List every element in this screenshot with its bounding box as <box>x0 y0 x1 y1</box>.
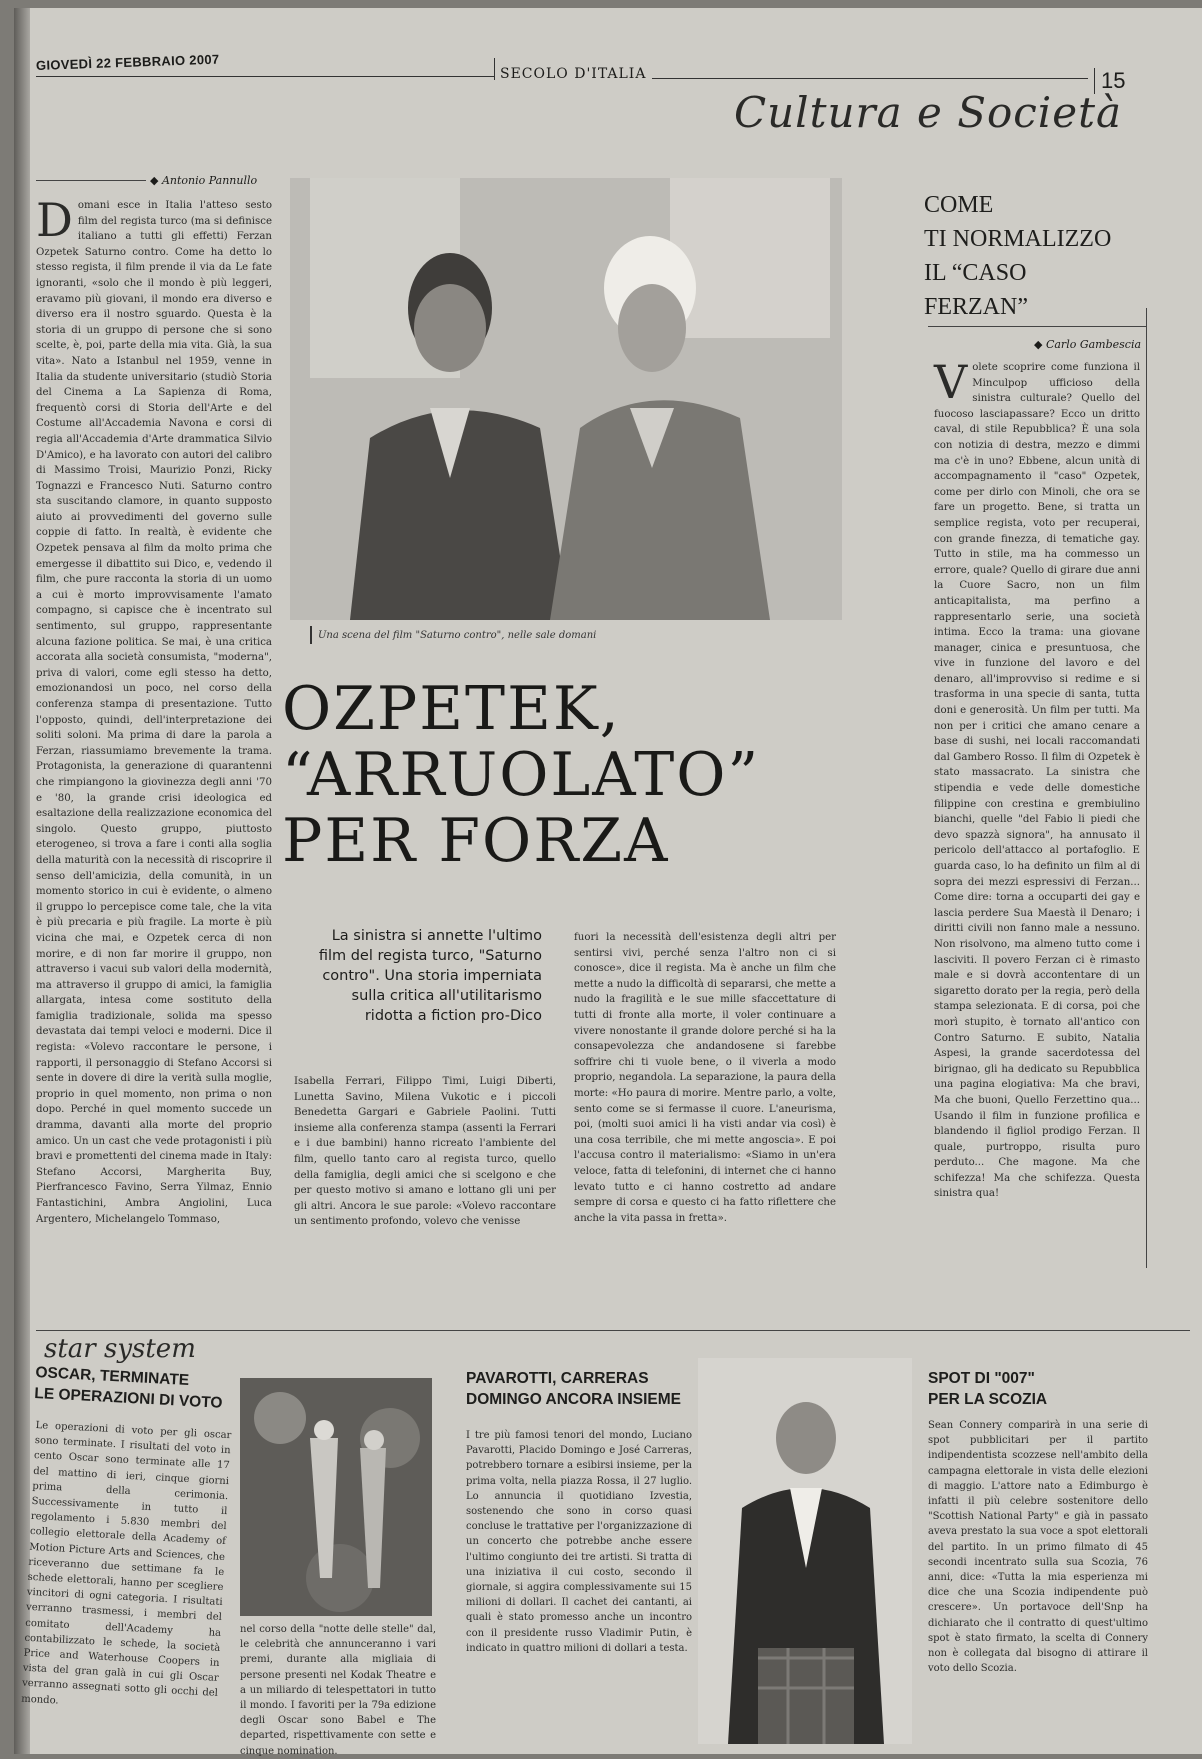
side-byline: ◆ Carlo Gambescia <box>1034 338 1142 351</box>
main-article-col3 <box>574 930 836 1276</box>
spot-title-line-2: PER LA SCOZIA <box>928 1391 1048 1408</box>
side-title-line-3: IL “CASO <box>924 260 1027 286</box>
spot-title <box>928 1368 1148 1410</box>
side-article-title <box>924 188 1144 324</box>
main-subhead: La sinistra si annette l'ultimo film del regista turco, "Saturno contro". Una storia imperniata sulla critica all'utilitarismo ridotta a fiction pro-Dico <box>318 928 542 1024</box>
page-spine-shadow <box>14 8 30 1754</box>
oscar-title-line-2: LE OPERAZIONI DI VOTO <box>33 1384 223 1412</box>
section-title: Cultura e Società <box>734 88 1123 137</box>
main-article-col2-text: Isabella Ferrari, Filippo Timi, Luigi Diberti, Lunetta Savino, Milena Vukotic e i piccoli Benedetta Gargari e Gabriele Paolini. Tutti insieme alla conferenza stampa (assenti la Ferrari e i due bambini) hanno ricreato l'ambiente del film, quello tanto caro al regista turco, quello della famiglia, degli amici che si scelgono e che per questo motivo si amano e lottano gli uni per gli altri. Ancora le sue parole: «Volevo raccontare un sentimento profondo, volevo che venisse <box>294 1076 556 1228</box>
film-still-illustration <box>290 178 842 620</box>
side-column-rule <box>1146 308 1147 1268</box>
masthead-rule-left <box>36 76 494 77</box>
oscar-article-text: Le operazioni di voto per gli oscar sono terminate. I risultati del voto in cento Oscar sono terminate alle 17 del mattino di ieri, cinque giorni prima della cerimonia. Successivamente in tutto il regolamento i 5.830 membri del collegio elettorale della Academy of Motion Picture Arts and Sciences, che riceveranno due settimane fa le schede elettorali, hanno per scegliere vincitori di ogni categoria. I risultati verranno trasmessi, i membri del comitato dell'Academy ha contabilizzato le schede, la società Price and Waterhouse Coopers in vista del gran galà in cui gli Oscar verranno assegnati sotto gli occhi del mondo. <box>20 1419 232 1707</box>
oscar-statues-illustration <box>240 1378 432 1616</box>
star-system-label: star system <box>38 1334 202 1364</box>
spot-title-line-1: SPOT DI "007" <box>928 1370 1035 1387</box>
masthead-divider <box>494 58 495 80</box>
masthead-title: SECOLO D'ITALIA <box>500 66 647 82</box>
headline-line-1: OZPETEK, <box>282 674 621 744</box>
star-system-rule <box>36 1330 1190 1331</box>
side-drop-cap: V <box>934 355 968 409</box>
page-number: 15 <box>1094 68 1125 94</box>
main-headline <box>282 676 782 874</box>
pavarotti-title-line-2: DOMINGO ANCORA INSIEME <box>466 1391 681 1408</box>
pavarotti-title <box>466 1368 696 1410</box>
spot-article-body <box>928 1418 1148 1744</box>
side-title-line-4: FERZAN” <box>924 294 1028 320</box>
main-article-col1 <box>36 193 272 1298</box>
film-still-photo <box>290 178 842 620</box>
newspaper-page <box>14 8 1202 1757</box>
main-byline: ◆ Antonio Pannullo <box>150 174 258 187</box>
side-article-body <box>934 355 1140 1266</box>
masthead-rule-right <box>652 78 1088 79</box>
oscar-title-line-1: OSCAR, TERMINATE <box>35 1363 190 1390</box>
spot-article-text: Sean Connery comparirà in una serie di spot pubblicitari per il partito indipendentista scozzese nell'ambito della campagna elettorale in vista delle elezioni di maggio. L'attore nato a Edimburgo è infatti il più celebre sostenitore dello "Scottish National Party" e già in passato aveva prestato la sua voce a spot elettorali del partito. In un primo filmato di 45 secondi incentrato sulla sua Scozia, 76 anni, dice: «Tutta la mia esperienza mi dice che una Scozia indipendente può crescere». Un portavoce dell'Snp ha dichiarato che il contratto di quest'ultimo spot è stato firmato, la scelta di Connery non è collegata dal bisogno di attirare il voto dello Scozia. <box>928 1420 1148 1675</box>
caption-marker <box>310 626 312 644</box>
headline-line-3: PER FORZA <box>282 806 670 876</box>
main-article-col3-text: fuori la necessità dell'esistenza degli altri per sentirsi vivi, perché senza l'altro non ci si conosce», dice il regista. Ma è anche un film che mette a nudo la difficoltà di separarsi, che mette a nudo la fragilità e le sue mille sfaccettature di tutti di fronte alla morte, il voler continuare a vivere nonostante il grande dolore perché si ha la consapevolezza che andandosene si farebbe soffrire chi ti vuole bene, o il viverla a modo proprio, negandola. La separazione, la paura della morte: «Ho paura di morire. Mentre parlo, a volte, sento come se si fermasse il cuore. L'aneurisma, poi, (molti suoi amici li ha visti andar via così) è una cosa terribile, che mi mette angoscia». E poi l'accusa contro il materialismo: «Siamo in un'era veloce, fatta di telefonini, di internet che ci hanno levato tutto e ci hanno costretto ad andare sempre di corsa e questo ci ha fatto riflettere che anche la vita passa in fretta». <box>574 932 837 1224</box>
byline-rule <box>36 180 146 181</box>
pavarotti-title-line-1: PAVAROTTI, CARRERAS <box>466 1370 649 1387</box>
headline-line-2: “ARRUOLATO” <box>282 740 761 810</box>
oscar-photo-caption <box>240 1622 436 1757</box>
oscar-article-body <box>19 1418 232 1758</box>
side-title-rule <box>928 326 1146 327</box>
side-title-line-1: COME <box>924 192 994 218</box>
main-article-col2 <box>294 1074 556 1294</box>
connery-illustration <box>698 1358 912 1744</box>
oscar-photo-caption-text: nel corso della "notte delle stelle" dal, le celebrità che annunceranno i vari premi, durante alla migliaia di persone presenti nel Kodak Theatre e a un miliardo di telespettatori in tutto il mondo. I favoriti per la 79a edizione degli Oscar sono Babel e The departed, rispettivamente con sette e cinque nomination. <box>240 1624 436 1757</box>
oscar-title <box>34 1362 236 1414</box>
pavarotti-article-text: I tre più famosi tenori del mondo, Luciano Pavarotti, Placido Domingo e José Carreras, potrebbero tornare a esibirsi insieme, per la prima volta, nella piazza Rossa, il 27 luglio. Lo annuncia il quotidiano Izvestia, sostenendo che sono in corso quasi concluse le trattative per l'organizzazione di un concerto che potrebbe anche essere l'ultimo congiunto dei tre artisti. Si tratta di una iniziativa il cui costo, secondo il giornale, si aggira complessivamente sui 15 milioni di dollari. Il cachet dei cantanti, ai quali è stato promesso anche un incontro con il presidente russo Vladimir Putin, è indicato in quattro milioni di dollari a testa. <box>466 1430 692 1654</box>
masthead-date: GIOVEDÌ 22 FEBBRAIO 2007 <box>35 51 220 73</box>
side-title-line-2: TI NORMALIZZO <box>924 226 1112 252</box>
oscar-statues-photo <box>240 1378 432 1616</box>
photo-caption: Una scena del film "Saturno contro", nelle sale domani <box>318 630 597 641</box>
drop-cap: D <box>36 193 73 247</box>
main-article-col1-text: omani esce in Italia l'atteso sesto film del regista turco (ma si definisce italiano a tutti gli effetti) Ferzan Ozpetek Saturno contro. Come ha detto lo stesso regista, il film prende il via da Le fate ignoranti, «solo che il mondo è più leggeri, eravamo più giovani, il mondo era diverso e diverso era il nostro sguardo. Questa è la storia di un gruppo di persone che si sono scelte, è, poi, parte della mia vita. Già, la sua vita». Nato a Istanbul nel 1959, venne in Italia da studente universitario (studiò Storia del Cinema a La Sapienza di Roma, frequentò corsi di Storia dell'Arte e del Costume all'Accademia Navona e corsi di regia all'Accademia d'Arte drammatica Silvio D'Amico), e ha lavorato con autori del calibro di Massimo Troisi, Maurizio Ponzi, Ricky Tognazzi e Francesco Nuti. Saturno contro sta suscitando clamore, in quanto supposto aiuto ai provvedimenti del governo sulle coppie di fatto. In realtà, è evidente che Ozpetek pensava al film da molto prima che emergesse il dibattito sui Dico, e, vedendo il film, che pure racconta la storia di un uomo a cui è morto improvvisamente l'amato compagno, si capisce che è incentrato sul sentimento, sul gruppo, rappresentante alcuna fazione politica. Se mai, è una critica accorata alla società consumista, "moderna", priva di valori, come egli stesso ha detto, emozionandosi un poco, nel corso della conferenza stampa di presentazione. Tutto l'opposto, quindi, dell'interpretazione dei soliti soloni. Ma prima di dare la parola a Ferzan, riassumiamo brevemente la trama. Protagonista, la generazione di quarantenni che rimpiangono la giovinezza degli anni '70 e '80, la grande crisi ideologica ed esaltazione della realizzazione economica del singolo. Questo gruppo, piuttosto eterogeneo, si trova a fare i conti alla soglia della maturità con la necessità di riscoprire il senso dell'amicizia, della comunità, in un momento storico in cui è evidente, o almeno il gruppo lo percepisce come tale, che la vita è più precaria e più fragile. La morte è più vicina che mai, e Ozpetek cerca di non morire, e di non far morire il gruppo, non attraverso i vacui sub valori della modernità, ma attraverso il gruppo di amici, la famiglia allargata, intesa come sostituto della famiglia tradizionale, solida ma spesso devastata dai tempi veloci e moderni. Dice il regista: «Volevo raccontare le persone, i rapporti, il personaggio di Stefano Accorsi si sente in dovere di dire la verità sulla moglie, proprio in quel momento, non prima o non dopo. Perché in quel momento succede un dramma, davanti alla morte del proprio amico. Un un cast che vede protagonisti i più bravi e promettenti del cinema made in Italy: Stefano Accorsi, Margherita Buy, Pierfrancesco Favino, Serra Yilmaz, Ennio Fantastichini, Ambra Angiolini, Luca Argentero, Michelangelo Tommaso, <box>36 200 272 1225</box>
pavarotti-article-body <box>466 1428 692 1746</box>
side-article-text: olete scoprire come funziona il Minculpop ufficioso della sinistra culturale? Quello del fuocoso lasciapassare? Ecco un dritto caval, di stile Repubblica? È una sola con notizia di destra, mezzo e dimmi ma c'è in uno? Ebbene, alcun unità di accompagnamento il "caso" Ozpetek, come per dirlo con Minoli, che ora se fare un progetto. Bene, si tratta un semplice regista, voto per recuperai, con grande finezza, di tematiche gay. Tutto in stile, ma ha commesso un errore, quale? Quello di girare due anni la Cuore Sacro, non un film anticapitalista, ma perfino a rappresentarlo serie, una società intima. Ecco la trama: una giovane manager, cinica e presuntuosa, che vive in funzione del lavoro e del denaro, all'improvviso si redime e si trasforma in una specie di santa, tutta doni e generosità. Un film per tutti. Ma non per i critici che amano cenare a base di sushi, nei locali raccomandati dal Gambero Rosso. Il film di Ozpetek è stato massacrato. La sinistra che stipendia e vede delle domestiche filippine con crestina e grembiulino bianchi, quelle "del Fabio li piedi che devo spazzà signora", ha annusato il pericolo dell'attacco al portafoglio. E guarda caso, lo ha definito un film al di sopra dei mezzi espressivi di Ferzan... Come dire: torna a occuparti dei gay e lascia perdere Sua Maestà il Denaro; i diritti civili non fanno male a nessuno. Non risolvono, ma almeno tutto come i lasciviti. Il povero Ferzan ci è rimasto male e si dovrà accontentare di un sigaretto dorato per la regia, però della stampa selezionata. E di corsa, poi che morì stupito, è tornato all'antico con Contro Saturno. E subito, Natalia Aspesi, la grande sacerdotessa del birignao, gli ha dedicato su Repubblica una pagina elogiativa: Ma che bravi, Ma che buoni, Quello Ferzettino qua... Usando il film in funzione profilica e blandendo il figliol prodigo Ferzan. Il quale, purtroppo, risulta puro perduto... Che magone. Ma che schifezza! Ma che schifezza. Questa sinistra qua! <box>934 362 1140 1200</box>
connery-photo <box>698 1358 912 1744</box>
